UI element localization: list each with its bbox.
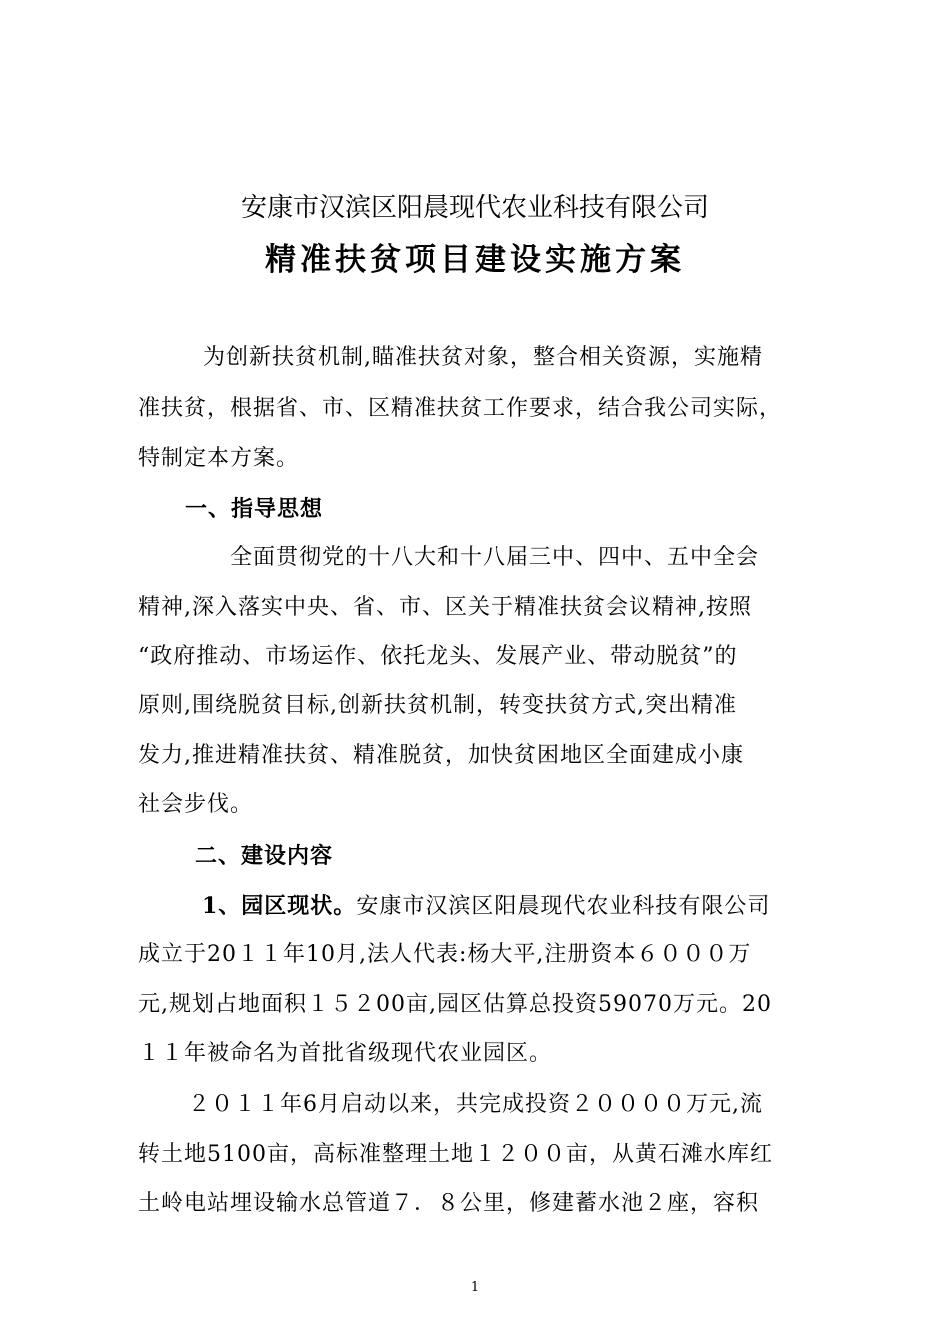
item1-line-1-text: 安康市汉滨区阳晨现代农业科技有限公司 xyxy=(356,894,771,919)
page-number: 1 xyxy=(470,1280,480,1295)
section1-line-4: 原则,围绕脱贫目标,创新扶贫机制，转变扶贫方式,突出精准 xyxy=(138,693,737,718)
para2-line-2: 转土地5100亩，高标准整理土地１２００亩，从黄石滩水库红 xyxy=(138,1142,773,1167)
para2-line-3: 土岭电站埋设输水总管道７．８公里，修建蓄水池２座，容积 xyxy=(138,1191,760,1216)
item1-line-1 xyxy=(202,890,770,923)
section1-line-1: 全面贯彻党的十八大和十八届三中、四中、五中全会 xyxy=(230,545,760,570)
item1-label: 1、园区现状。 xyxy=(202,893,357,919)
item1-line-4: １１年被命名为首批省级现代农业园区。 xyxy=(138,1041,553,1066)
item1-line-2: 成立于20１１年10月,法人代表:杨大平,注册资本６０００万 xyxy=(138,942,752,967)
section1-line-2: 精神,深入落实中央、省、市、区关于精准扶贫会议精神,按照 xyxy=(138,595,752,620)
section-heading-construction-content: 二、建设内容 xyxy=(195,843,334,869)
para2-line-1: ２０１１年6月启动以来，共完成投资２００００万元,流 xyxy=(188,1092,763,1117)
company-title: 安康市汉滨区阳晨现代农业科技有限公司 xyxy=(240,193,709,223)
section1-line-6: 社会步伐。 xyxy=(138,792,254,817)
section1-line-3: “政府推动、市场运作、依托龙头、发展产业、带动脱贫”的 xyxy=(138,644,738,669)
intro-line-2: 准扶贫，根据省、市、区精准扶贫工作要求，结合我公司实际， xyxy=(138,396,783,421)
intro-line-3: 特制定本方案。 xyxy=(138,446,300,471)
item1-line-3: 元,规划占地面积１５２00亩,园区估算总投资59070万元。20 xyxy=(138,992,772,1017)
section1-line-5: 发力,推进精准扶贫、精准脱贫，加快贫困地区全面建成小康 xyxy=(138,743,744,768)
document-title: 精准扶贫项目建设实施方案 xyxy=(265,242,685,278)
section-heading-guiding-ideology: 一、指导思想 xyxy=(185,496,324,522)
intro-line-1: 为创新扶贫机制,瞄准扶贫对象，整合相关资源，实施精 xyxy=(203,345,763,370)
